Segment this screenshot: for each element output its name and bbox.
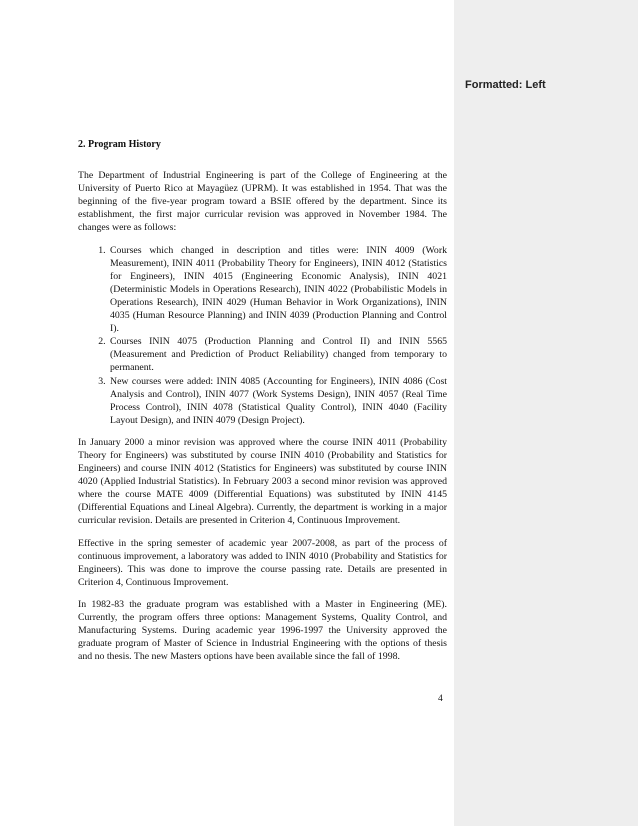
list-item: 2. Courses ININ 4075 (Production Planning and Control II) and ININ 5565 (Measurement and Prediction of Product Reliability) changed from temporary to permanent. [108, 335, 447, 374]
comment-pane [454, 0, 638, 826]
formatting-comment-label: Formatted: Left [465, 79, 546, 91]
page-number: 4 [438, 694, 443, 704]
list-item: 1. Courses which changed in description and titles were: ININ 4009 (Work Measurement), ININ 4011 (Probability Theory for Engineers), ININ 4012 (Statistics for Engineers), ININ 4015 (Engineering Economic Analysis), ININ 4021 (Deterministic Models in Operations Research), ININ 4022 (Probabilistic Models in Operations Research), ININ 4029 (Human Behavior in Work Organizations), ININ 4035 (Human Resource Planning) and ININ 4039 (Production Planning and Control I). [108, 244, 447, 336]
changes-list [78, 244, 447, 427]
page-content [78, 138, 447, 672]
list-item: 3. New courses were added: ININ 4085 (Accounting for Engineers), ININ 4086 (Cost Analysis and Control), ININ 4077 (Work Systems Design), ININ 4057 (Real Time Process Control), ININ 4078 (Statistical Quality Control), ININ 4040 (Facility Layout Design), and ININ 4079 (Design Project). [108, 375, 447, 427]
lab-2007-paragraph: Effective in the spring semester of academic year 2007-2008, as part of the process of continuous improvement, a laboratory was added to ININ 4010 (Probability and Statistics for Engineers). This was done to improve the course passing rate. Details are presented in Criterion 4, Continuous Improvement. [78, 537, 447, 588]
graduate-program-paragraph: In 1982-83 the graduate program was established with a Master in Engineering (ME). Currently, the program offers three options: Management Systems, Quality Control, and Manufacturing Systems. During academic year 1996-1997 the University approved the graduate program of Master of Science in Industrial Engineering with the options of thesis and no thesis. The new Masters options have been available since the fall of 1998. [78, 598, 447, 663]
intro-paragraph: The Department of Industrial Engineering is part of the College of Engineering at the University of Puerto Rico at Mayagüez (UPRM). It was established in 1954. That was the beginning of the five-year program toward a BSIE offered by the department. Since its establishment, the first major curricular revision was approved in November 1984. The changes were as follows: [78, 170, 447, 234]
section-heading: 2. Program History [78, 139, 161, 150]
revision-2000-paragraph: In January 2000 a minor revision was approved where the course ININ 4011 (Probability Theory for Engineers) was substituted by course ININ 4010 (Probability and Statistics for Engineers) and course ININ 4012 (Statistics for Engineers) was substituted by course ININ 4020 (Applied Industrial Statistics). In February 2003 a second minor revision was approved where the course MATE 4009 (Differential Equations) was substituted by ININ 4145 (Differential Equations and Lineal Algebra). Currently, the department is working in a major curricular revision. Details are presented in Criterion 4, Continuous Improvement. [78, 436, 447, 527]
